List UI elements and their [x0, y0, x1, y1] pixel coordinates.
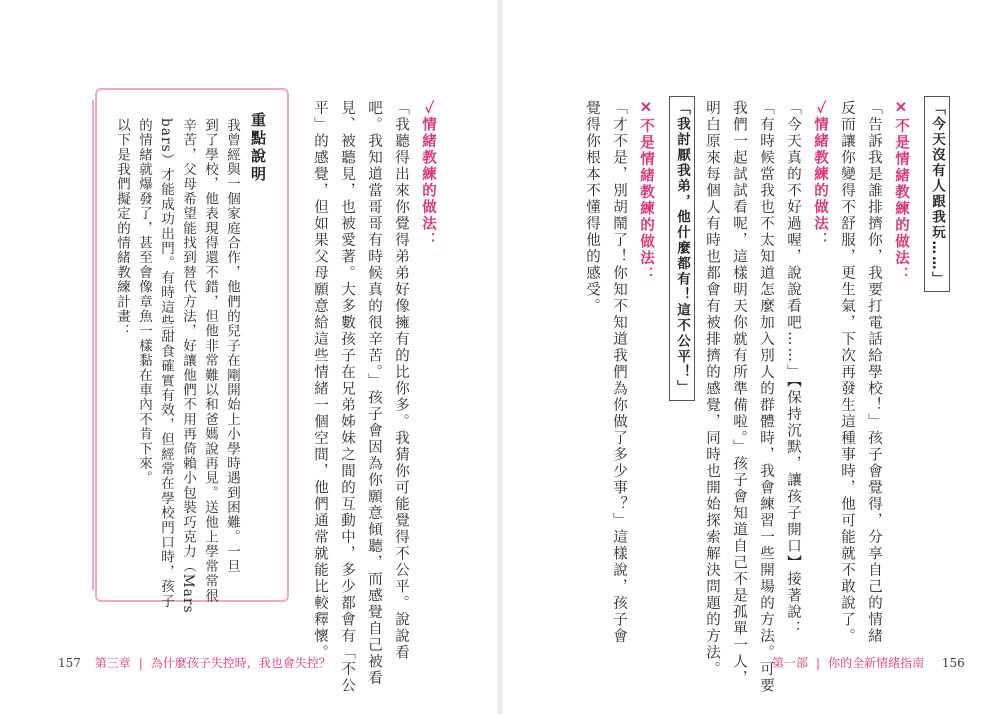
key-points-column: 辛苦，父母希望能找到替代方法，好讓他們不用再倚賴小包裝巧克力（Mars [180, 118, 196, 614]
text-column: 見、被聽見，也被愛著。大多數孩子在兄弟姊妹之間的互動中，多少都會有「不公 [339, 100, 355, 694]
left-footer [58, 654, 331, 671]
text-column: 「今天真的不好過喔，說說看吧……」【保持沉默，讓孩子開口】接著說： [785, 100, 801, 638]
right-footer [772, 654, 965, 671]
text-column: 「我聽得出來你覺得弟弟好像擁有的比你多。我猜你可能覺得不公平。說說看 [393, 100, 409, 661]
text-column: 覺得你根本不懂得他的感受。 [584, 100, 600, 315]
key-points-column: 我曾經與一個家庭合作，他們的兒子在剛開始上小學時遇到困難。一旦 [224, 118, 240, 574]
section-heading: ✓情緒教練的做法： [420, 100, 437, 249]
footer-chapter: 第三章 [94, 656, 131, 670]
page-number: 156 [941, 656, 965, 670]
section-heading: ✓情緒教練的做法： [812, 100, 829, 249]
text-column: 「有時候當我也不太知道怎麼加入別人的群體時，我會練習一些開場的方法。可要 [758, 100, 774, 694]
footer-separator: | [138, 656, 143, 670]
quote-box: 「今天沒有人跟我玩……」 [924, 96, 950, 292]
footer-part-title: 你的全新情緒指南 [828, 656, 925, 670]
footer-separator: | [816, 656, 821, 670]
key-points-column: 以下是我們擬定的情緒教練計畫： [114, 118, 130, 339]
footer-chapter-title: 為什麼孩子失控時，我也會失控？ [150, 656, 331, 670]
text-column: 反而讓你變得不舒服，更生氣，下次再發生這種事時，他可能就不敢說了。 [839, 100, 855, 645]
page-number: 157 [58, 656, 81, 670]
key-points-column: bars）才能成功出門。有時這些甜食確實有效，但經常在學校門口時，孩子 [158, 118, 174, 609]
text-column: 「才不是，別胡鬧了！你知不知道我們為你做了多少事？」這樣說，孩子會 [611, 100, 627, 645]
section-heading: ✕不是情緒教練的做法： [893, 100, 910, 283]
key-points-title: 重點說明 [249, 112, 267, 184]
right-page [500, 0, 1000, 714]
key-points-column: 到了學校，他表現得還不錯，但他非常難以和爸媽說再見。送他上學常常很 [202, 118, 218, 604]
text-column: 明白原來每個人有時也都會有被排擠的感覺，同時也開始探索解決問題的方法。 [704, 100, 720, 678]
footer-part: 第一部 [772, 656, 809, 670]
quote-box: 「我討厭我弟，他什麼都有！這不公平！」 [669, 96, 695, 401]
text-column: 我們一起試試看呢，這樣明天你就有所準備啦。」孩子會知道自己不是孤單一人， [731, 100, 747, 687]
key-points-column: 的情緒就爆發了，甚至會像章魚一樣黏在車內不肯下來。 [136, 118, 152, 486]
text-column: 平」的感覺，但如果父母願意給這些情緒一個空間，他們通常就能比較釋懷。 [312, 100, 328, 661]
section-heading: ✕不是情緒教練的做法： [638, 100, 655, 283]
text-column: 「告訴我是誰排擠你，我要打電話給學校！」孩子會覺得，分享自己的情緒 [866, 100, 882, 645]
text-column: 吧。我知道當哥哥有時候真的很辛苦。」孩子會因為你願意傾聽，而感覺自己被看 [366, 100, 382, 687]
